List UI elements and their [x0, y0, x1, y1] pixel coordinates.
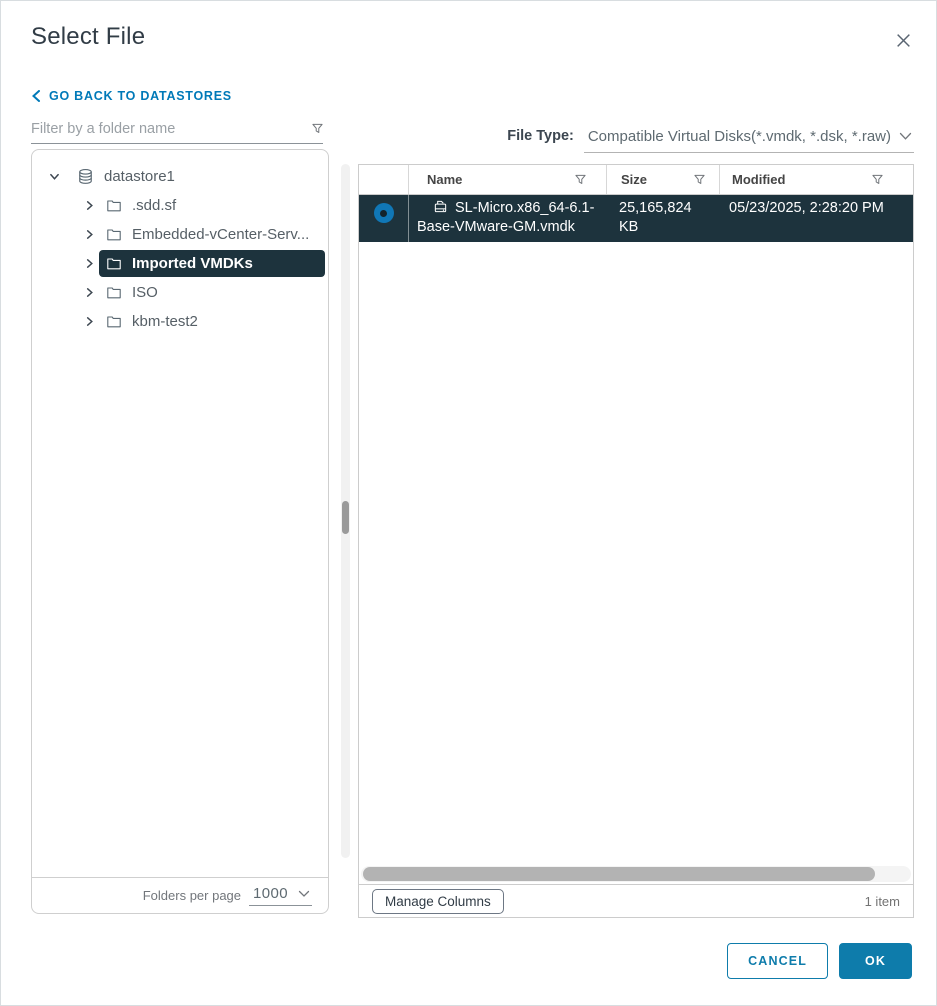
tree-item-label: .sdd.sf — [132, 197, 177, 214]
file-radio[interactable] — [374, 203, 394, 223]
tree-item-label: datastore1 — [104, 168, 175, 185]
filter-funnel-icon[interactable] — [312, 123, 323, 134]
file-name: SL-Micro.x86_64-6.1-Base-VMware-GM.vmdk — [417, 200, 595, 235]
file-type-select[interactable] — [584, 126, 914, 153]
datagrid-header — [359, 165, 913, 195]
folder-icon — [106, 227, 122, 243]
chevron-right-icon[interactable] — [81, 314, 97, 330]
manage-columns-button[interactable]: Manage Columns — [372, 889, 504, 914]
page-title: Select File — [31, 23, 146, 50]
folders-per-page-value: 1000 — [253, 885, 288, 902]
tree-item-label: kbm-test2 — [132, 313, 198, 330]
tree-item-label: Imported VMDKs — [132, 255, 253, 272]
filter-funnel-icon[interactable] — [575, 174, 586, 185]
horizontal-scrollbar-track[interactable] — [361, 866, 911, 882]
tree-item-label: Embedded-vCenter-Serv... — [132, 226, 310, 243]
column-label: Name — [427, 172, 463, 187]
chevron-right-icon[interactable] — [81, 198, 97, 214]
column-label: Modified — [732, 172, 786, 187]
folder-icon — [106, 314, 122, 330]
go-back-to-datastores-link[interactable] — [31, 89, 232, 103]
radio-column-header — [359, 165, 408, 194]
folders-per-page-select[interactable] — [249, 885, 312, 906]
chevron-right-icon[interactable] — [81, 227, 97, 243]
tree-item-kbm-test2[interactable] — [32, 307, 326, 336]
column-label: Size — [621, 172, 648, 187]
file-type-label: File Type: — [507, 128, 574, 144]
chevron-down-icon — [298, 890, 310, 898]
column-header-modified[interactable] — [719, 165, 913, 194]
item-count: 1 item — [864, 893, 900, 909]
chevron-right-icon[interactable] — [81, 256, 97, 272]
close-icon[interactable] — [892, 29, 914, 51]
file-row-selected[interactable] — [359, 195, 913, 242]
file-datagrid — [358, 164, 914, 918]
datagrid-footer — [359, 884, 913, 917]
chevron-left-icon — [31, 90, 41, 102]
filter-funnel-icon[interactable] — [694, 174, 705, 185]
folder-icon — [106, 285, 122, 301]
tree-item-embedded-vcenter[interactable] — [32, 220, 326, 249]
vertical-scrollbar[interactable] — [341, 164, 350, 858]
tree-item-iso[interactable] — [32, 278, 326, 307]
datagrid-empty-area — [359, 242, 913, 864]
horizontal-scrollbar[interactable] — [359, 864, 913, 884]
dialog-actions — [727, 943, 912, 979]
folders-per-page-label: Folders per page — [142, 888, 242, 903]
horizontal-scrollbar-thumb[interactable] — [363, 867, 875, 881]
folder-filter-input[interactable] — [31, 117, 323, 144]
back-link-label: GO BACK TO DATASTORES — [49, 89, 232, 103]
tree-item-imported-vmdks[interactable] — [32, 249, 326, 278]
cancel-button[interactable]: CANCEL — [727, 943, 828, 979]
file-size-cell: 25,165,824 KB — [619, 200, 692, 235]
datastore-tree-panel — [31, 149, 329, 914]
file-type-value: Compatible Virtual Disks(*.vmdk, *.dsk, *.raw) — [587, 128, 891, 145]
vertical-scrollbar-thumb[interactable] — [342, 501, 349, 534]
file-name-cell — [408, 195, 606, 242]
radio-cell — [359, 195, 408, 242]
file-modified-cell: 05/23/2025, 2:28:20 PM — [729, 200, 884, 216]
tree-item-label: ISO — [132, 284, 158, 301]
folder-icon — [106, 256, 122, 272]
tree-item-datastore1[interactable] — [32, 162, 326, 191]
datastore-icon — [77, 168, 94, 185]
chevron-down-icon — [899, 132, 912, 141]
chevron-right-icon[interactable] — [81, 285, 97, 301]
column-header-size[interactable] — [606, 165, 719, 194]
column-header-name[interactable] — [408, 165, 606, 194]
folder-filter — [31, 117, 323, 144]
folder-icon — [106, 198, 122, 214]
vmdk-file-icon — [433, 199, 448, 214]
tree-pagination — [32, 877, 328, 913]
chevron-down-icon[interactable] — [46, 169, 62, 185]
ok-button[interactable]: OK — [839, 943, 912, 979]
datastore-tree — [32, 150, 328, 877]
file-type-row — [358, 126, 914, 153]
filter-funnel-icon[interactable] — [872, 174, 883, 185]
tree-item-sdd-sf[interactable] — [32, 191, 326, 220]
